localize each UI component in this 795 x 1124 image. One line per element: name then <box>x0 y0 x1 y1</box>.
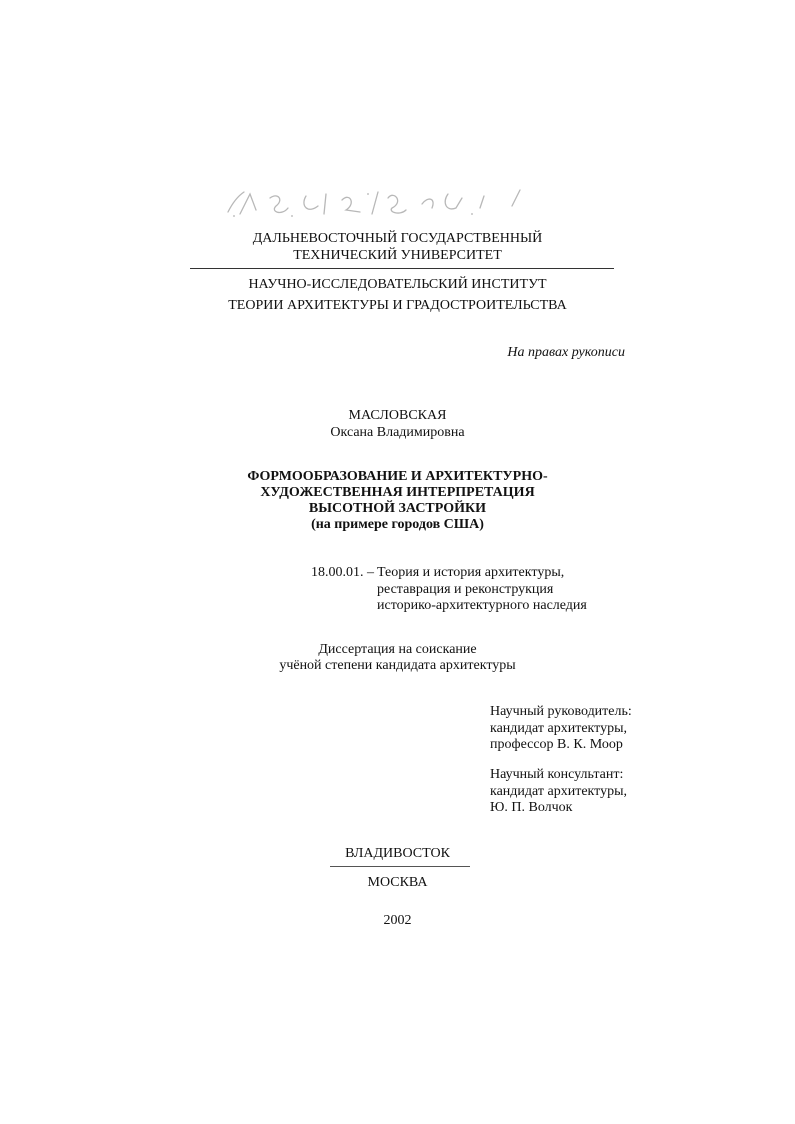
manuscript-note: На правах рукописи <box>507 345 625 360</box>
consultant-name: Ю. П. Волчок <box>490 800 573 815</box>
degree-line1: Диссертация на соискание <box>318 642 477 657</box>
title-line1: ФОРМООБРАЗОВАНИЕ И АРХИТЕКТУРНО- <box>247 469 548 484</box>
title-line2: ХУДОЖЕСТВЕННАЯ ИНТЕРПРЕТАЦИЯ <box>260 485 535 500</box>
supervisor-role: Научный руководитель: <box>490 704 632 719</box>
supervisor-name: профессор В. К. Моор <box>490 737 623 752</box>
specialty-line2: реставрация и реконструкция <box>377 581 554 597</box>
city-moscow: МОСКВА <box>367 875 428 890</box>
year: 2002 <box>383 913 412 928</box>
specialty-description <box>377 565 587 615</box>
author-surname: МАСЛОВСКАЯ <box>348 408 447 423</box>
faint-library-mark <box>222 186 532 220</box>
consultant-role: Научный консультант: <box>490 767 624 782</box>
supervisor-degree: кандидат архитектуры, <box>490 720 627 736</box>
header-divider <box>190 268 614 269</box>
consultant-block <box>490 767 627 817</box>
specialty-line3: историко-архитектурного наследия <box>377 598 587 613</box>
city-vladivostok: ВЛАДИВОСТОК <box>345 846 450 861</box>
author-name: Оксана Владимировна <box>330 425 465 440</box>
supervisor-block <box>490 704 632 754</box>
title-line3: ВЫСОТНОЙ ЗАСТРОЙКИ <box>308 501 487 516</box>
specialty-code: 18.00.01. – <box>311 565 374 580</box>
institute-name-line2: ТЕОРИИ АРХИТЕКТУРЫ И ГРАДОСТРОИТЕЛЬСТВА <box>228 298 567 313</box>
institute-name-line1: НАУЧНО-ИССЛЕДОВАТЕЛЬСКИЙ ИНСТИТУТ <box>248 277 547 292</box>
consultant-degree: кандидат архитектуры, <box>490 783 627 799</box>
cities-divider <box>330 866 470 867</box>
university-name-line1: ДАЛЬНЕВОСТОЧНЫЙ ГОСУДАРСТВЕННЫЙ <box>252 231 543 246</box>
degree-line2: учёной степени кандидата архитектуры <box>279 658 516 673</box>
title-line4: (на примере городов США) <box>311 517 484 532</box>
university-name-line2: ТЕХНИЧЕСКИЙ УНИВЕРСИТЕТ <box>293 248 502 263</box>
specialty-line1: Теория и история архитектуры, <box>377 565 565 580</box>
